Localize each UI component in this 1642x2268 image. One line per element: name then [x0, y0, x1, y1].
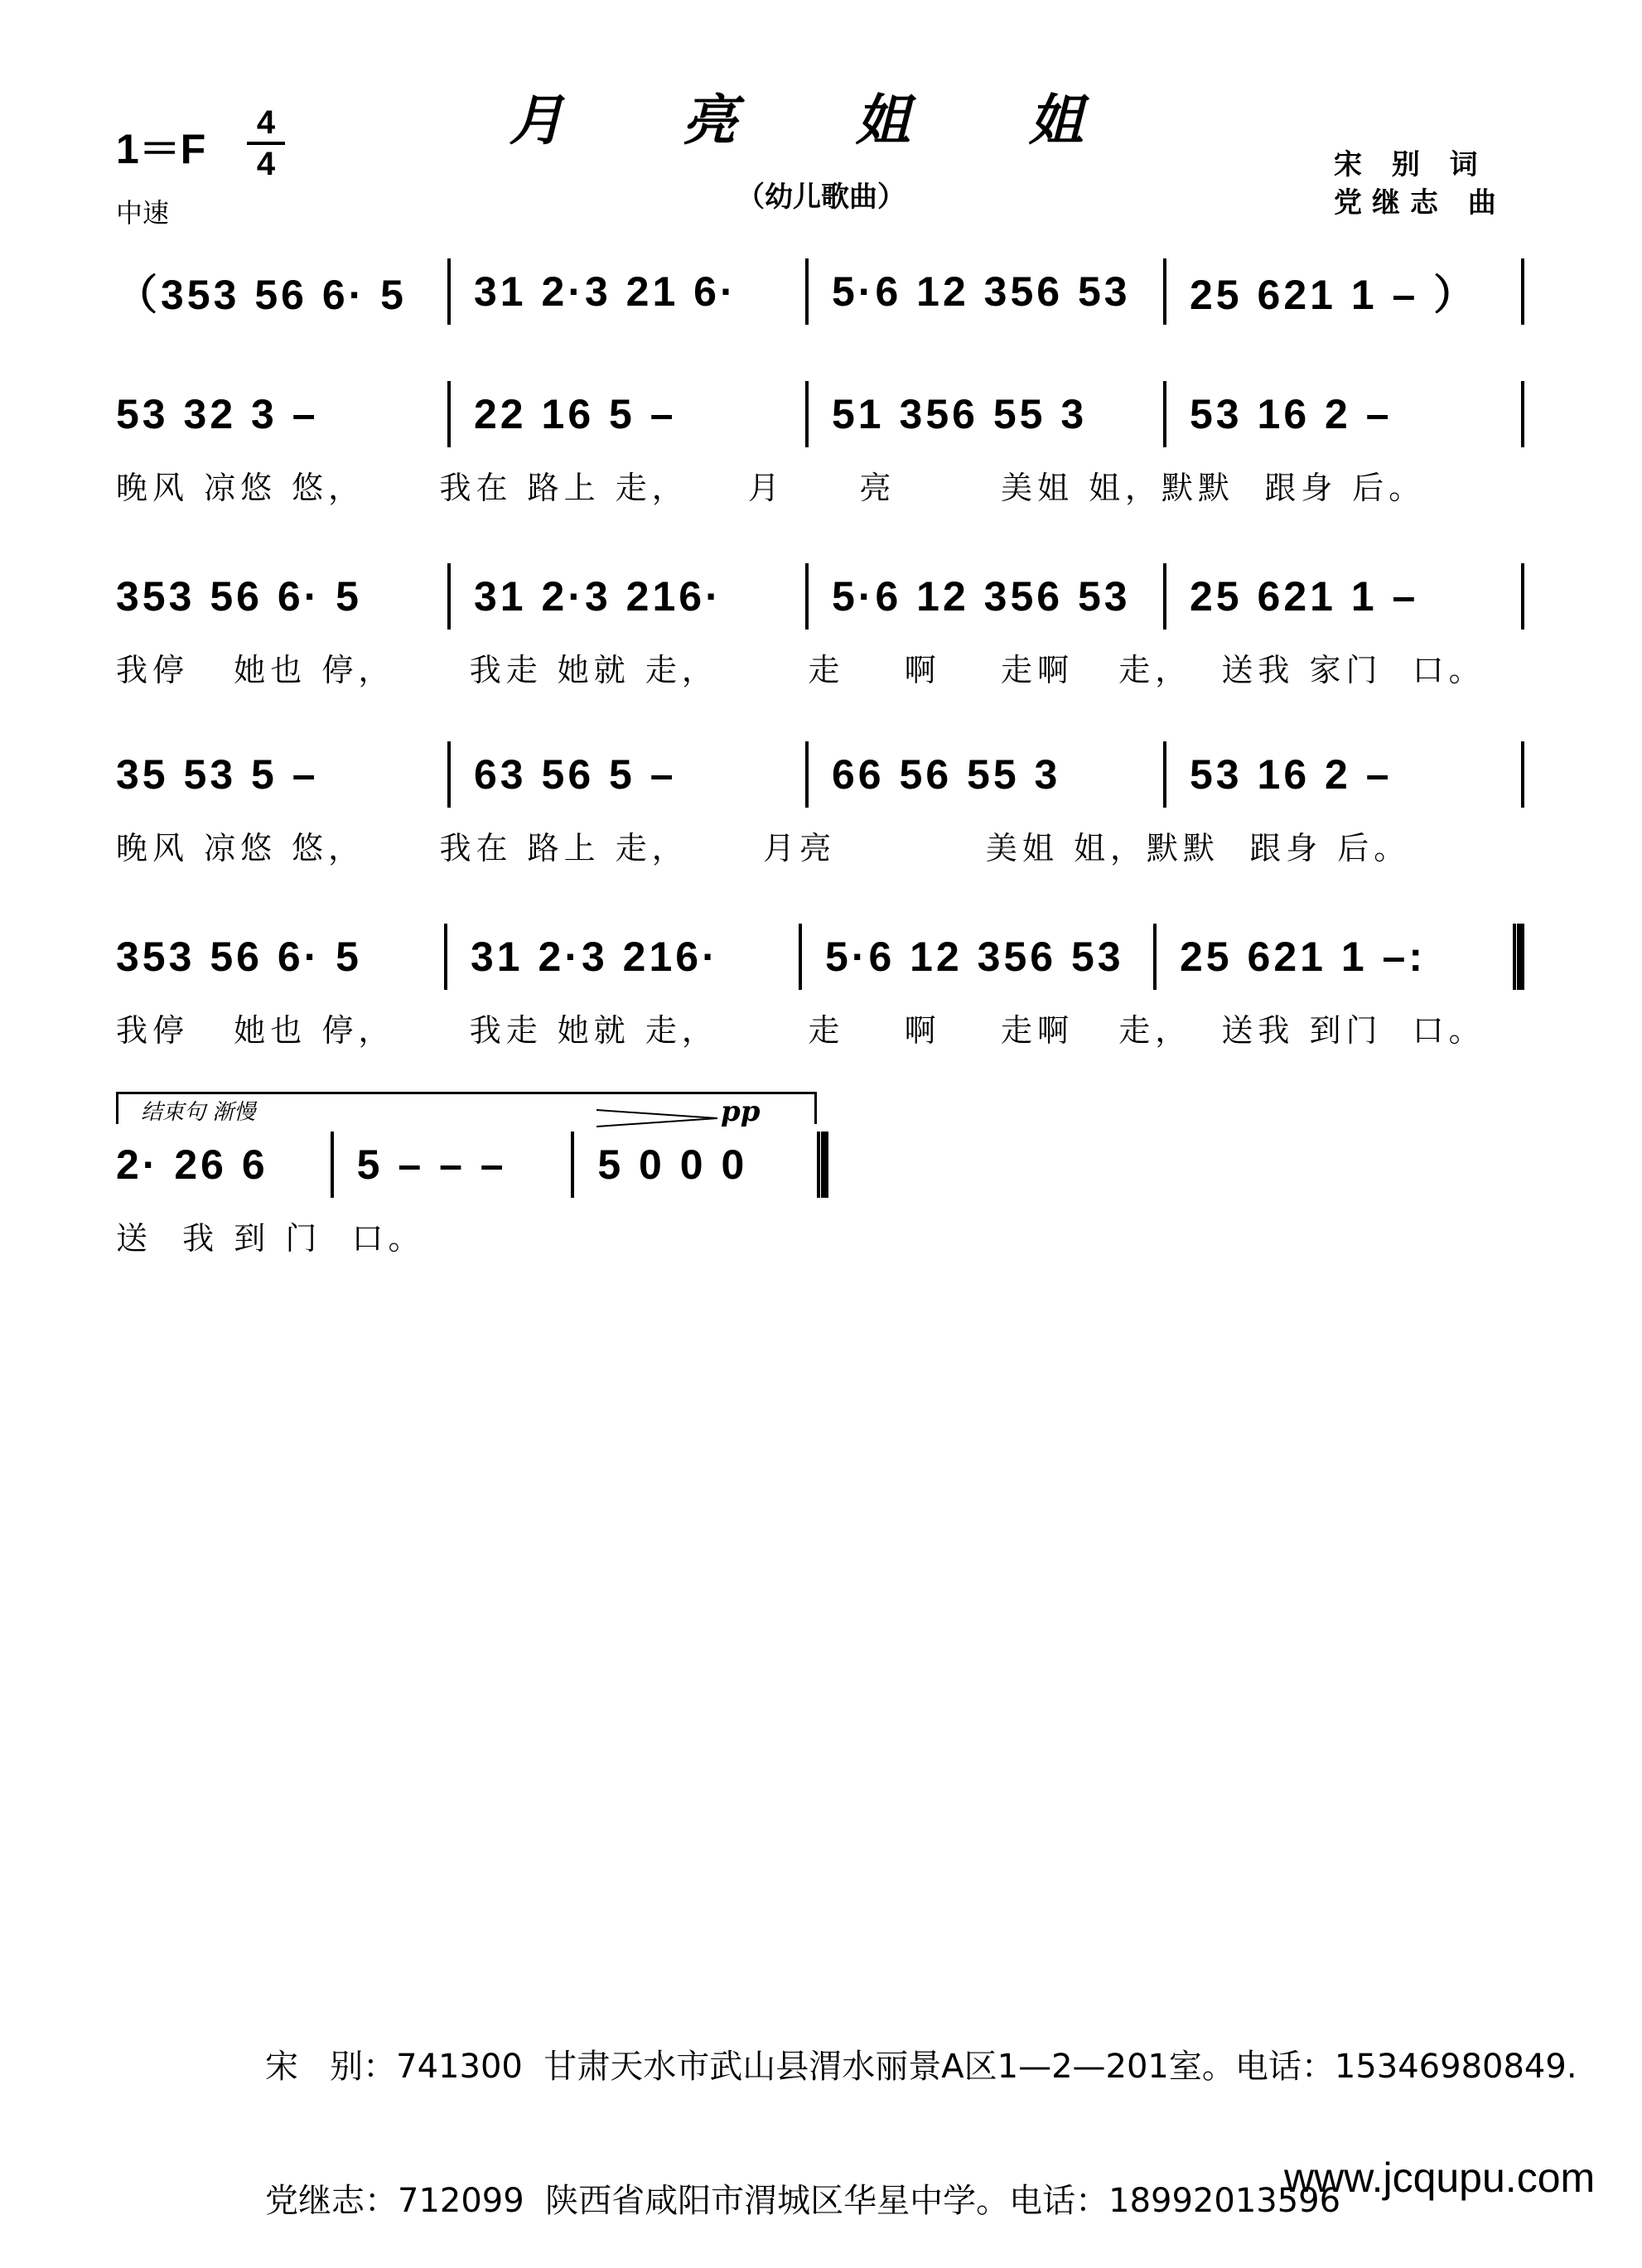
notes-line — [116, 741, 1524, 808]
notes-line — [116, 381, 1524, 447]
measure: 31 2·3 216· — [451, 563, 809, 630]
notes-line — [116, 924, 1524, 990]
key-signature: 1＝F — [116, 126, 206, 172]
measure: 53 16 2 – — [1166, 381, 1524, 447]
contact-line: 党继志：712099 陕西省咸阳市渭城区华星中学。电话：18992013596 — [265, 2182, 1341, 2220]
measure: 22 16 5 – — [451, 381, 809, 447]
lyrics-line: 晚风 凉悠 悠， 我在 路上 走， 月 亮 美姐 姐，默默 跟身 后。 — [116, 470, 1426, 506]
repeat-barline — [1513, 924, 1524, 990]
final-barline — [817, 1132, 828, 1198]
ending-label: 结束句 渐慢 — [141, 1100, 256, 1125]
lyrics-line: 晚风 凉悠 悠， 我在 路上 走， 月亮 美姐 姐，默默 跟身 后。 — [116, 830, 1411, 866]
notes-line — [116, 563, 1524, 630]
lyrics-line: 我停 她也 停， 我走 她就 走， 走 啊 走啊 走， 送我 家门 口。 — [116, 652, 1485, 688]
composer-credit: 党继志 曲 — [1334, 186, 1506, 220]
contact-info — [265, 1955, 1577, 2268]
measure: 35 53 5 – — [116, 741, 451, 808]
measure: 5 0 0 0 — [597, 1141, 748, 1188]
website-watermark: www.jcqupu.com — [1284, 2155, 1596, 2201]
notes-line — [116, 1132, 828, 1198]
score-row-3 — [116, 741, 1524, 866]
measure: 63 56 5 – — [451, 741, 809, 808]
time-signature — [247, 106, 285, 181]
score-row-2 — [116, 563, 1524, 688]
notes-line — [116, 258, 1524, 325]
lyricist-credit: 宋 别 词 — [1334, 148, 1488, 181]
measure: 51 356 55 3 — [809, 381, 1166, 447]
dynamic-marking: pp — [721, 1095, 761, 1128]
measure: 31 2·3 216· — [447, 924, 802, 990]
contact-line: 宋 别：741300 甘肃天水市武山县渭水丽景A区1—2—201室。电话：15346980849. — [265, 2048, 1577, 2086]
credits — [1334, 146, 1506, 222]
time-signature-top: 4 — [256, 104, 276, 141]
measure: 5·6 12 356 53 — [809, 563, 1166, 630]
time-signature-bottom: 4 — [256, 146, 276, 182]
measure: 25 621 1 – — [1166, 563, 1524, 630]
measure: 2· 26 6 — [116, 1132, 334, 1198]
measure: 5 – – – — [334, 1132, 575, 1198]
decrescendo-hairpin — [596, 1107, 721, 1130]
measure: 25 621 1 –: — [1180, 934, 1426, 980]
measure: 353 56 6· 5 — [116, 924, 447, 990]
song-title: 月 亮 姐 姐 — [509, 88, 1133, 152]
song-subtitle: （幼儿歌曲） — [736, 181, 906, 214]
score-row-ending — [116, 1132, 828, 1257]
measure: 53 32 3 – — [116, 381, 451, 447]
measure: 5·6 12 356 53 — [802, 924, 1157, 990]
score-row-intro — [116, 258, 1524, 358]
lyrics-line: 我停 她也 停， 我走 她就 走， 走 啊 走啊 走， 送我 到门 口。 — [116, 1012, 1485, 1049]
measure: 5·6 12 356 53 — [809, 258, 1166, 325]
score-row-4 — [116, 924, 1524, 1049]
measure: （353 56 6· 5 — [116, 258, 451, 325]
lyrics-line: 送 我 到 门 口。 — [116, 1220, 425, 1257]
measure: 25 621 1 – ） — [1166, 258, 1524, 325]
score-row-1 — [116, 381, 1524, 506]
measure: 66 56 55 3 — [809, 741, 1166, 808]
measure: 53 16 2 – — [1166, 741, 1524, 808]
measure: 353 56 6· 5 — [116, 563, 451, 630]
tempo-marking: 中速 — [116, 197, 170, 229]
measure: 31 2·3 21 6· — [451, 258, 809, 325]
